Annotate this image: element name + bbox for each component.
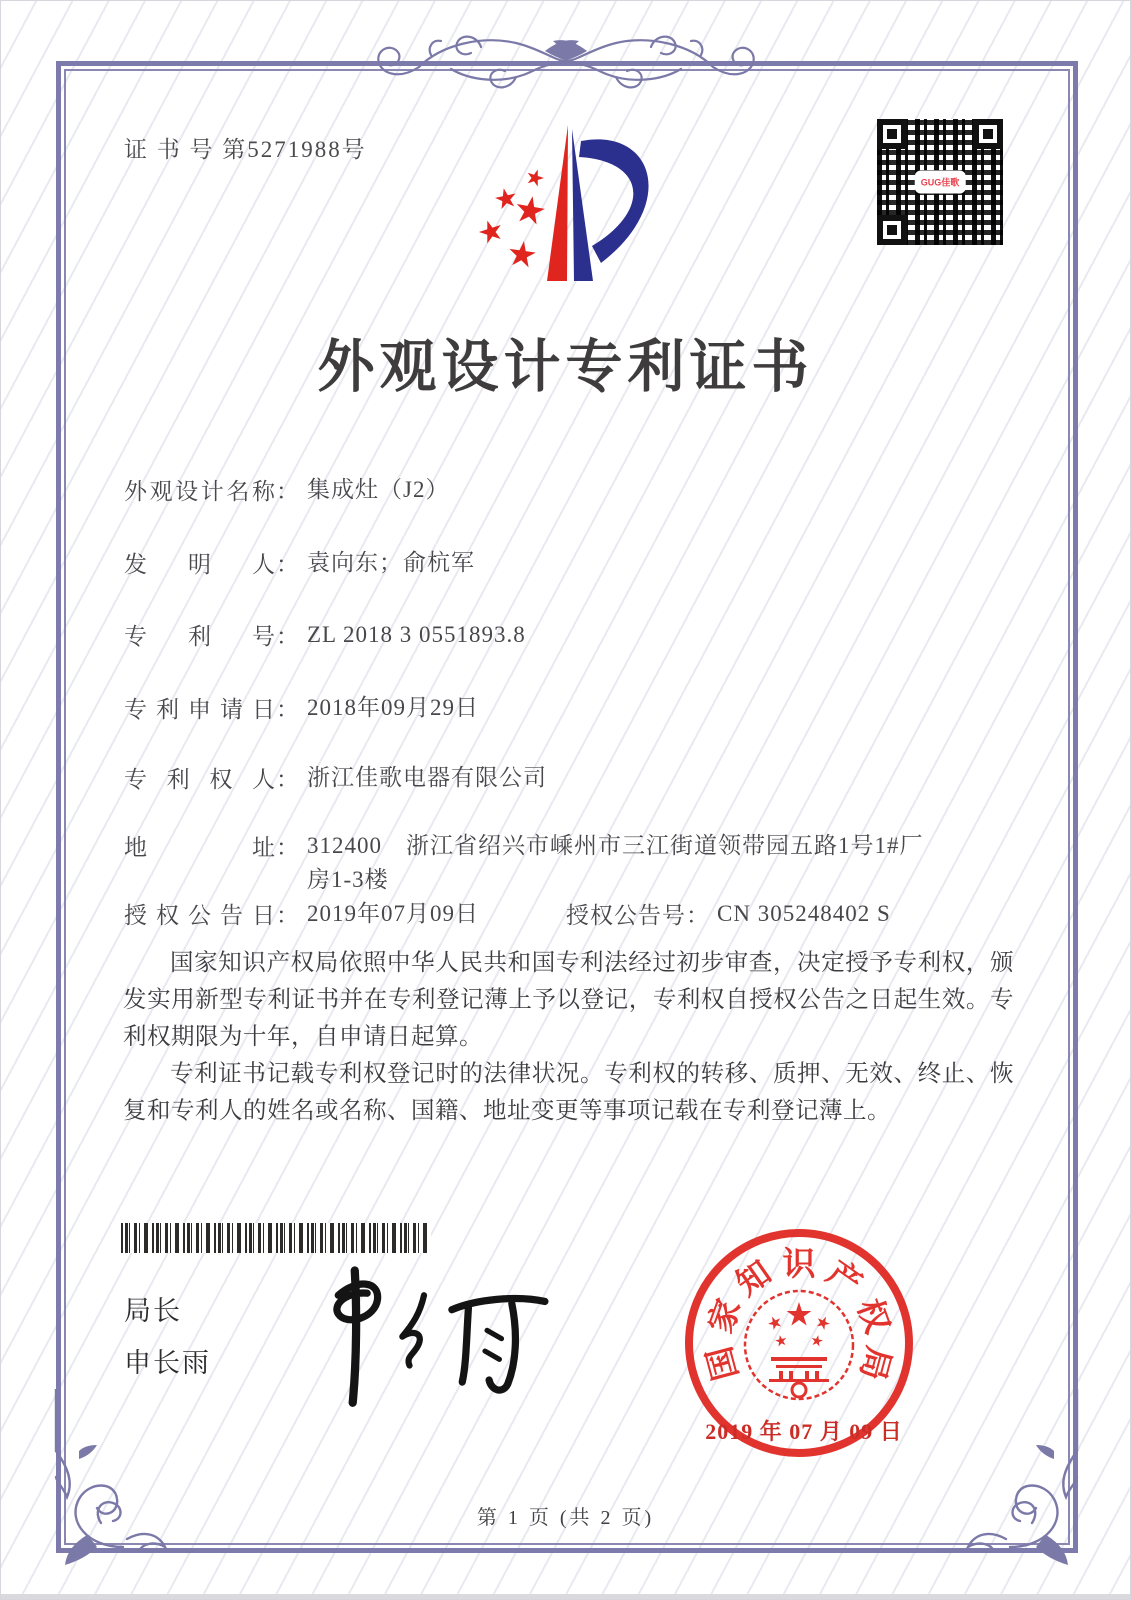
field-colon: ： (276, 697, 299, 722)
field-colon: ： (686, 903, 709, 928)
director-name: 申长雨 (124, 1348, 211, 1378)
svg-text:知: 知 (730, 1254, 779, 1304)
legal-text (123, 945, 1014, 1130)
field-value: ZL 2018 3 0551893.8 (307, 622, 526, 647)
field-value: 袁向东；俞杭军 (307, 550, 475, 575)
director-title: 局长 (124, 1296, 182, 1326)
director-signature-icon (284, 1256, 564, 1411)
qr-code (877, 119, 1003, 245)
svg-text:权: 权 (849, 1294, 895, 1338)
qr-finder-icon (973, 119, 1003, 149)
field-inventor (124, 546, 1020, 580)
legal-paragraph-2: 专利证书记载专利权登记时的法律状况。专利权的转移、质押、无效、终止、恢复和专利人的姓名或名称、国籍、地址变更等事项记载在专利登记薄上。 (123, 1061, 1014, 1124)
svg-text:国: 国 (702, 1342, 746, 1384)
cnipa-logo-icon (456, 111, 676, 301)
svg-text:产: 产 (819, 1254, 868, 1304)
field-colon: ： (276, 479, 299, 504)
field-grant-number (566, 897, 891, 931)
barcode (121, 1223, 431, 1253)
field-value: 浙江佳歌电器有限公司 (307, 765, 547, 790)
field-colon: ： (276, 835, 299, 860)
qr-finder-icon (877, 215, 907, 245)
field-label: 发明人 (124, 552, 276, 577)
field-colon: ： (276, 552, 299, 577)
field-label: 地址 (124, 835, 276, 860)
field-value: 集成灶（J2） (307, 477, 450, 502)
certificate-number: 证 书 号 第5271988号 (124, 137, 367, 162)
field-label: 专利权人 (124, 767, 276, 792)
field-value: 312400 浙江省绍兴市嵊州市三江街道领带园五路1号1#厂房1-3楼 (307, 833, 924, 892)
field-address (124, 829, 1020, 897)
seal-date: 2019 年 07 月 09 日 (705, 1419, 903, 1444)
field-label: 专利号 (124, 624, 276, 649)
field-colon: ： (276, 767, 299, 792)
field-patent-number (124, 618, 1020, 652)
field-value: 2018年09月29日 (307, 695, 479, 720)
field-label: 授权公告号 (566, 903, 686, 928)
legal-paragraph-1: 国家知识产权局依照中华人民共和国专利法经过初步审查，决定授予专利权，颁发实用新型专利证书并在专利登记薄上予以登记，专利权自授权公告之日起生效。专利权期限为十年，自申请日起算。 (123, 950, 1014, 1050)
svg-text:局: 局 (852, 1342, 896, 1384)
field-design-name (124, 473, 1020, 507)
field-label: 授权公告日 (124, 903, 276, 928)
page-title: 外观设计专利证书 (317, 336, 814, 399)
field-label: 外观设计名称 (124, 479, 276, 504)
field-filing-date (124, 691, 1020, 725)
svg-text:识: 识 (782, 1247, 816, 1283)
field-colon: ： (276, 903, 299, 928)
qr-finder-icon (877, 119, 907, 149)
field-colon: ： (276, 624, 299, 649)
page-number: 第 1 页 (共 2 页) (476, 1507, 655, 1529)
svg-text:家: 家 (703, 1294, 749, 1338)
field-value: CN 305248402 S (717, 901, 891, 926)
field-value: 2019年07月09日 (307, 901, 479, 926)
field-patentee (124, 761, 1020, 795)
qr-center-label: GUG佳歌 (917, 173, 964, 192)
field-label: 专利申请日 (124, 697, 276, 722)
field-grant-row (124, 897, 1020, 931)
